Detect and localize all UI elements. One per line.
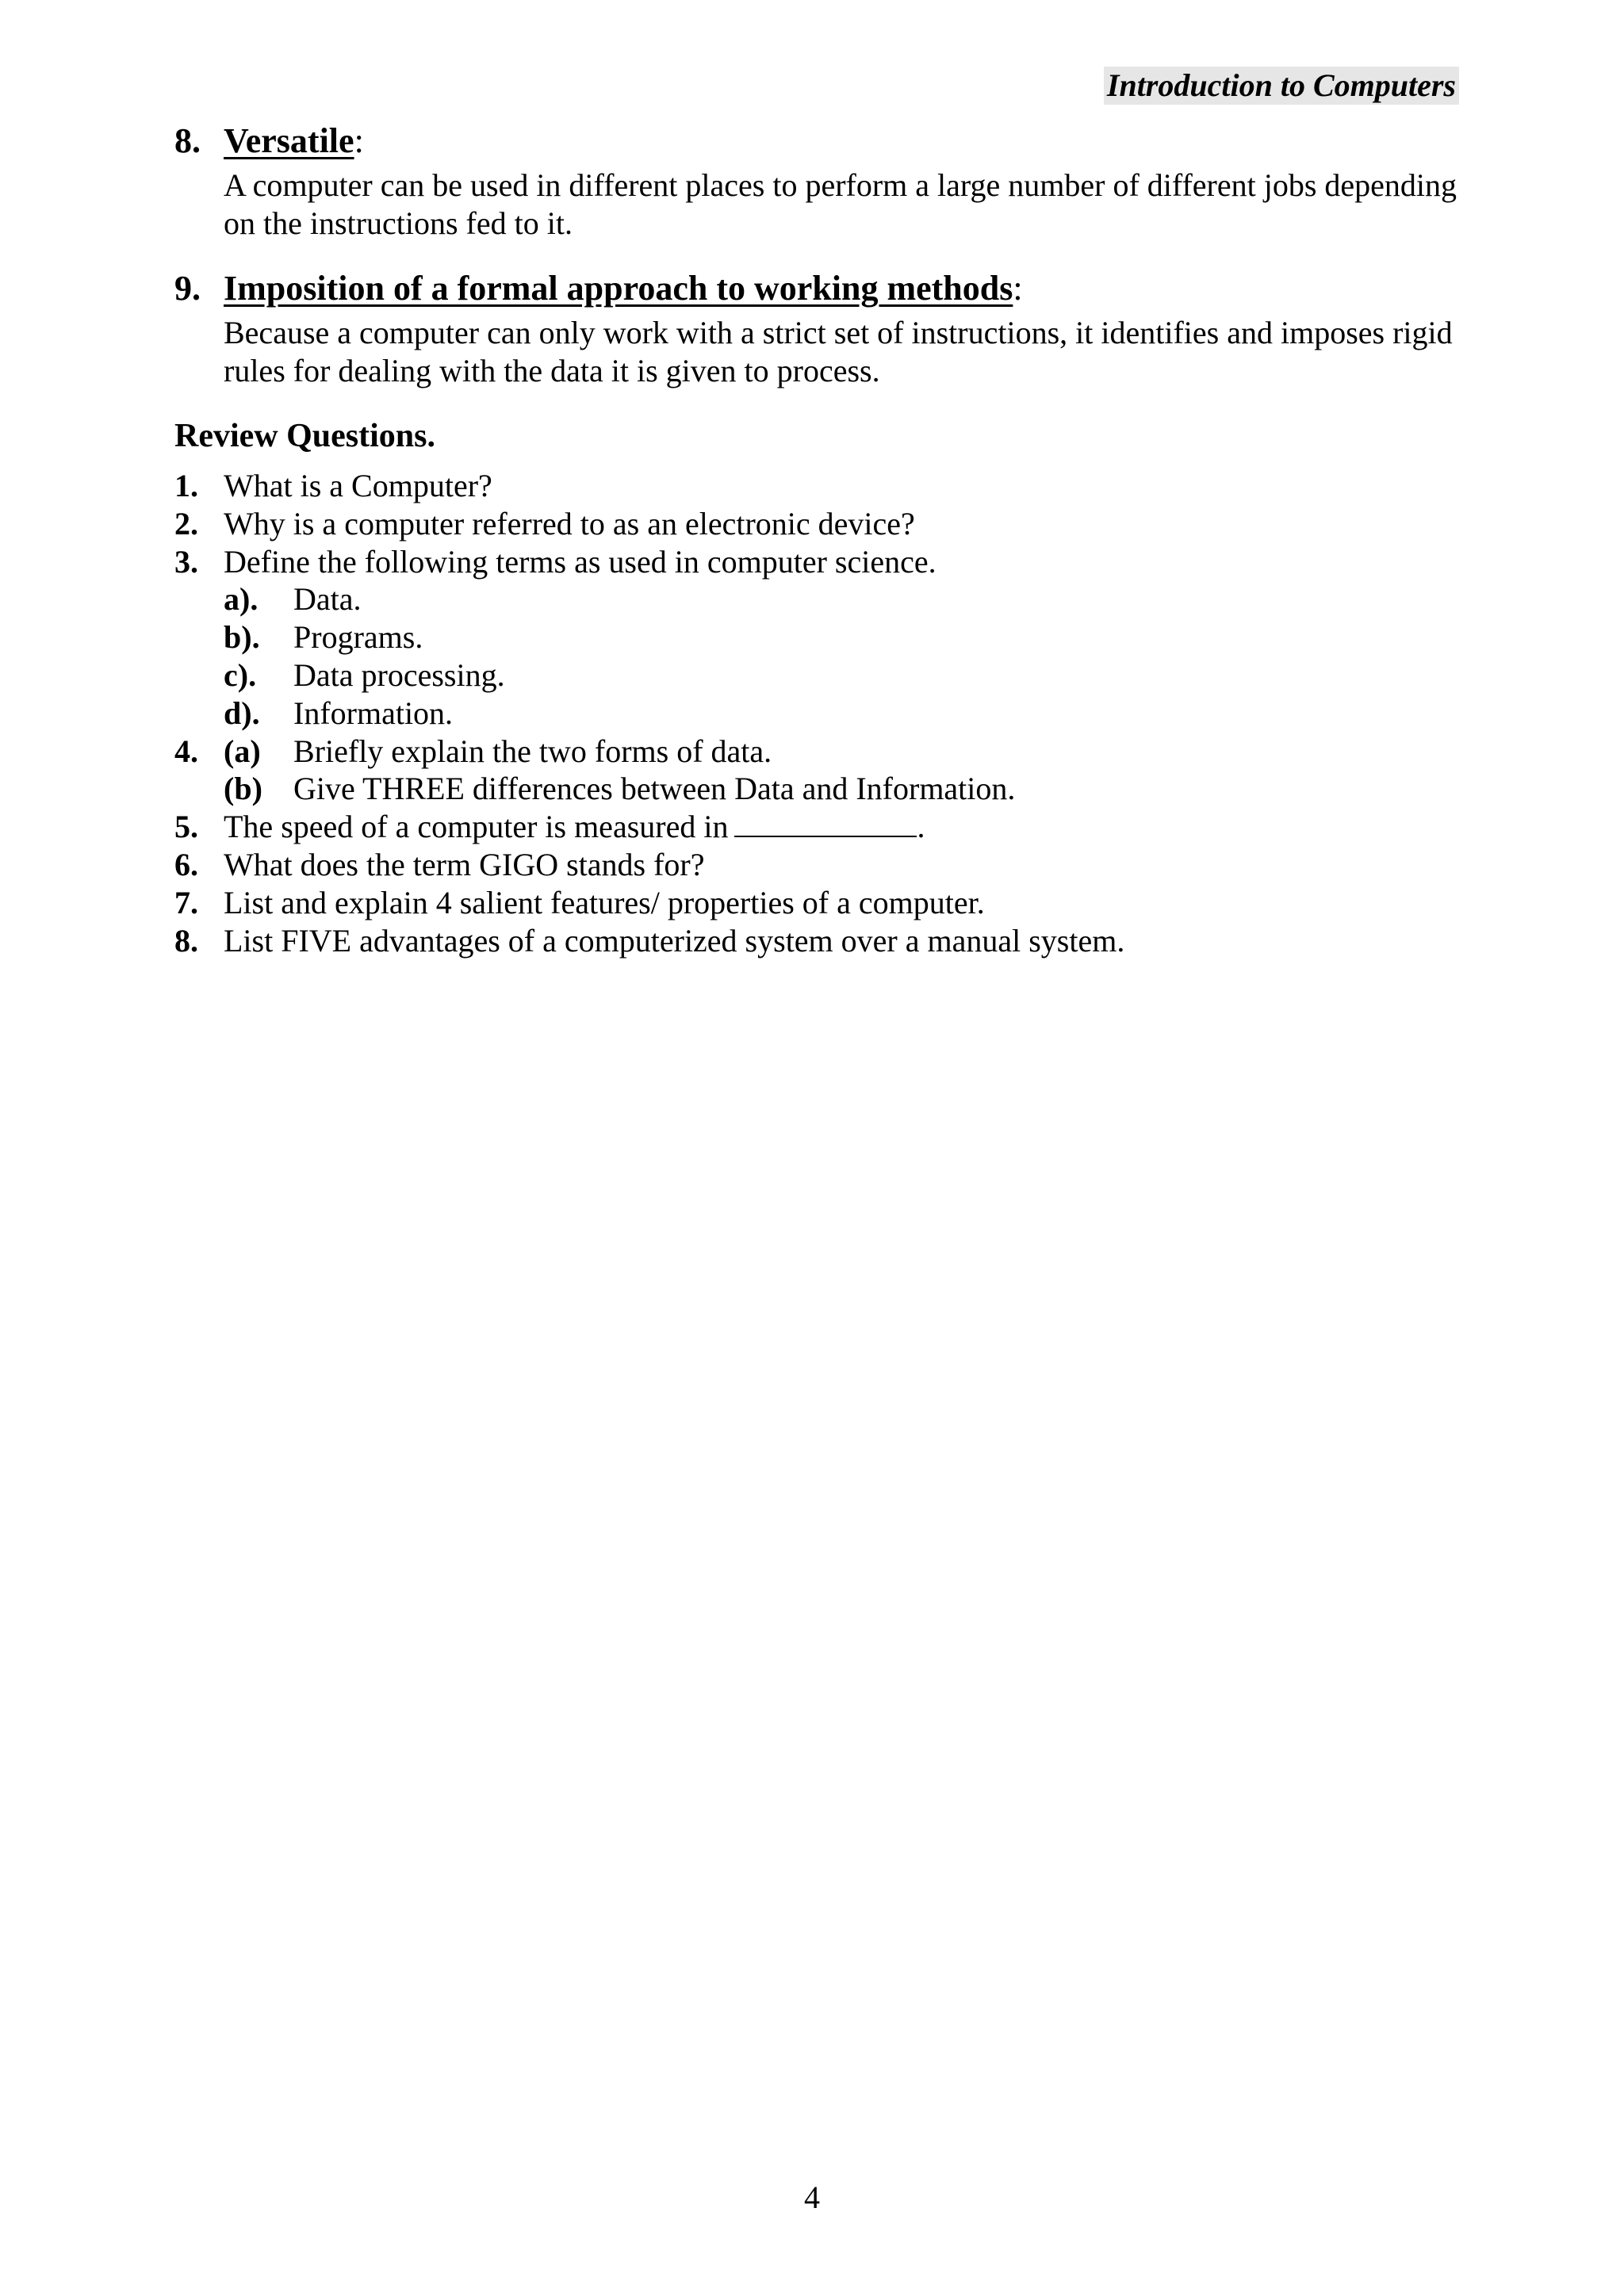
question-number: 7. bbox=[174, 884, 198, 920]
sub-question-label: (b) bbox=[224, 771, 262, 807]
feature-colon: : bbox=[1013, 269, 1023, 308]
sub-question-label: b). bbox=[224, 619, 260, 656]
question-number: 1. bbox=[174, 468, 198, 503]
feature-title: Versatile bbox=[224, 121, 354, 160]
sub-question-text: Give THREE differences between Data and Information. bbox=[293, 771, 1016, 807]
sub-question-text: Data processing. bbox=[293, 656, 505, 693]
feature-colon: : bbox=[354, 121, 364, 160]
question-text: Why is a computer referred to as an electronic device? bbox=[224, 505, 915, 541]
feature-body: Because a computer can only work with a strict set of instructions, it identifies and imposes rigid rules for dealing with the data it is given to process. bbox=[224, 315, 1453, 388]
question-5 bbox=[174, 808, 1443, 846]
sub-question-text: Data. bbox=[293, 581, 362, 618]
question-3c bbox=[174, 656, 1443, 695]
question-number: 3. bbox=[174, 543, 198, 580]
feature-title-wrap bbox=[224, 266, 1023, 311]
review-questions-title: Review Questions. bbox=[174, 418, 435, 454]
question-text: List FIVE advantages of a computerized system over a manual system. bbox=[224, 922, 1125, 959]
question-6 bbox=[174, 846, 1443, 884]
feature-imposition bbox=[174, 266, 1467, 390]
question-number: 8. bbox=[174, 922, 198, 959]
feature-title: Imposition of a formal approach to working methods bbox=[224, 269, 1013, 308]
question-3a bbox=[174, 580, 1443, 618]
question-text: What does the term GIGO stands for? bbox=[224, 846, 705, 882]
sub-question-label: c). bbox=[224, 656, 257, 693]
question-3 bbox=[174, 543, 1443, 581]
sub-question-label: a). bbox=[224, 581, 259, 618]
answer-blank bbox=[734, 809, 917, 837]
question-text-wrap bbox=[224, 808, 925, 846]
sub-question-text: Programs. bbox=[293, 619, 423, 656]
feature-versatile bbox=[174, 119, 1467, 243]
question-number: 4. bbox=[174, 733, 198, 769]
question-text-end: . bbox=[917, 809, 925, 845]
sub-question-text: Information. bbox=[293, 695, 454, 731]
feature-heading bbox=[174, 119, 1467, 163]
feature-number: 9. bbox=[174, 269, 201, 308]
question-text: What is a Computer? bbox=[224, 468, 492, 503]
feature-heading bbox=[174, 266, 1467, 311]
question-text: Define the following terms as used in computer science. bbox=[224, 543, 936, 580]
sub-question-label: d). bbox=[224, 695, 260, 731]
question-1 bbox=[174, 467, 1443, 505]
sub-question-label: (a) bbox=[224, 733, 261, 769]
page-number: 4 bbox=[804, 2179, 820, 2215]
question-number: 5. bbox=[174, 809, 198, 845]
question-number: 6. bbox=[174, 846, 198, 882]
question-number: 2. bbox=[174, 505, 198, 541]
question-7 bbox=[174, 884, 1443, 922]
question-4b bbox=[174, 770, 1443, 808]
question-text: The speed of a computer is measured in bbox=[224, 809, 729, 845]
running-header: Introduction to Computers bbox=[1104, 67, 1459, 105]
question-3d bbox=[174, 695, 1443, 733]
review-questions-list bbox=[174, 467, 1443, 959]
feature-body: A computer can be used in different places to perform a large number of different jobs depending on the instructions fed to it. bbox=[224, 167, 1457, 241]
feature-number: 8. bbox=[174, 121, 201, 160]
question-8 bbox=[174, 922, 1443, 960]
question-3b bbox=[174, 618, 1443, 656]
question-4a bbox=[174, 733, 1443, 771]
sub-question-text: Briefly explain the two forms of data. bbox=[293, 733, 772, 769]
question-text: List and explain 4 salient features/ properties of a computer. bbox=[224, 884, 985, 920]
question-2 bbox=[174, 505, 1443, 543]
feature-title-wrap bbox=[224, 119, 364, 163]
